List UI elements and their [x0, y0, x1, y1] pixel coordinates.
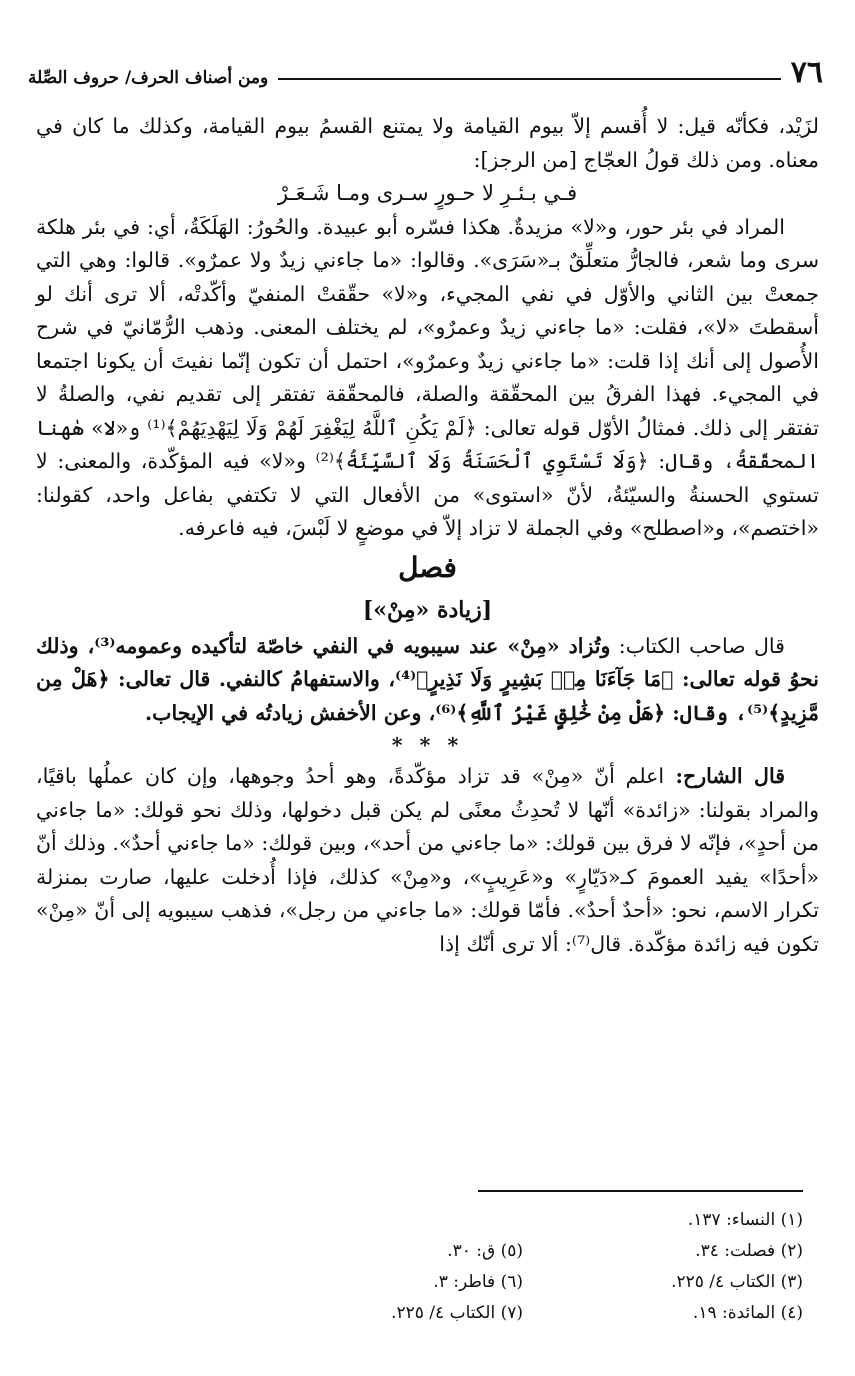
running-title: ومن أصناف الحرف/ حروف الصِّلة: [28, 68, 269, 88]
page-header: [28, 48, 823, 88]
paragraph-1: لزَيْد، فكأنّه قيل: لا أُقسم إلاّ بيوم القيامة ولا يمتنع القسمُ بيوم القيامة، وكذلك ما كان في معناه. ومن ذلك قولُ العجّاج [من الرجز]:: [36, 114, 819, 172]
paragraph-2: المراد في بئر حور، و«لا» مزيدةٌ. هكذا فسّره أبو عبيدة. والحُورُ: الهَلَكَةُ، أي: في بئر هلكة سرى وما شعر، فالجارُّ متعلِّقٌ بـ«سَرَى». وقالوا: «ما جاءني زيدٌ ولا عمرٌو». قالوا: وهي التي جمعتْ بين الثاني والأوّل في نفي المجيء، و«لا» حقّقتْ المنفيّ وأكّدتْه، ألا ترى أنك لو أسقطتَ «لا»، فقلت: «ما جاءني زيدٌ وعمرٌو»، لم يختلف المعنى. وذهب الرُّمّانيّ في شرح الأُصول إلى أنك إذا قلت: «ما جاءني زيدٌ وعمرٌو»، احتمل أن تكون إنّما نفيتَ أن يكونا اجتمعا في المجيء. فهذا الفرقُ بين المحقّقة والصلة، فالمحقّقة تفتقر إلى تقديم نفي، والصلةُ لا تفتقر إلى ذلك. فمثالُ الأوّل قوله تعالى: ﴿لَمْ يَكُنِ ٱللَّهُ لِيَغْفِرَ لَهُمْ وَلَا لِيَهْدِيَهُمْ﴾⁽¹⁾ و«لا» هٰهنا المحقّقةُ، وقال: ﴿وَلَا تَسْتَوِي ٱلْحَسَنَةُ وَلَا ٱلسَّيِّئَةُ﴾⁽²⁾ و«لا» فيه المؤكّدة، والمعنى: لا تستوي الحسنةُ والسيّئةُ، لأنّ «استوى» من الأفعال التي لا تكتفي بفاعل واحد، كقولنا: «اختصم»، و«اصطلح» وفي الجملة لا تزاد إلاّ في موضعٍ لا لَبْسَ، فيه فاعرفه.: [36, 214, 819, 540]
footnotes-column-right: [523, 1205, 803, 1329]
author-text-body: وتُزاد «مِنْ» عند سيبويه في النفي خاصّة لتأكيده وعمومه⁽³⁾، وذلك نحوُ قوله تعالى: ﴿مَا جَآءَنَا مِنۢ بَشِيرٍ وَلَا نَذِيرٍ﴾⁽⁴⁾، والاستفهامُ كالنفي. قال تعالى: ﴿هَلْ مِن مَّزِيدٍ﴾⁽⁵⁾، وقال: ﴿هَلْ مِنْ خَٰلِقٍ غَيْرُ ٱللَّهِ﴾⁽⁶⁾، وعن الأخفش زيادتُه في الإيجاب.: [36, 633, 819, 725]
footnote-rule: [478, 1190, 803, 1192]
footnote-2: (٢) فصلت: ٣٤.: [695, 1241, 803, 1261]
separator-stars: * * *: [391, 733, 464, 757]
section-subheading: [زيادة «مِنْ»]: [362, 596, 493, 623]
footnotes-column-left: [243, 1205, 523, 1329]
footnote-3: (٣) الكتاب ٤/ ٢٢٥.: [671, 1272, 803, 1292]
main-text: [36, 110, 819, 961]
page-number: ٧٦: [790, 55, 823, 90]
commentary-body: اعلم أنّ «مِنْ» قد تزاد مؤكّدةً، وهو أحدُ وجوهها، وإن كان عملُها باقيًا، والمراد بقولنا: «زائدة» أنّها لا تُحدِثُ معنًى لم يكن قبل دخولها، وذلك نحو قولك: «ما جاءني من أحدٍ»، فإنّه لا فرق بين قولك: «ما جاءني من أحد»، وبين قولك: «ما جاءني أحدٌ». وذلك أنّ «أحدًا» يفيد العمومَ كـ«دَيّارٍ» و«عَرِيبٍ»، و«مِنْ» كذلك، فإذا أُدخلت عليها، صارت بمنزلة تكرار الاسم، نحو: «أحدٌ أحدٌ». فأمّا قولك: «ما جاءني من رجل»، فذهب سيبويه إلى أنّ «مِنْ» تكون فيه زائدة مؤكّدة. قال⁽⁷⁾: ألا ترى أنّك إذا: [36, 764, 819, 956]
commentary-lead: قال الشارح:: [664, 764, 785, 788]
footnotes: [243, 1205, 803, 1329]
footnote-5: (٥) ق: ٣٠.: [447, 1241, 523, 1261]
header-rule: [278, 78, 781, 80]
commentary-paragraph: [36, 760, 819, 961]
footnote-6: (٦) فاطر: ٣.: [433, 1272, 523, 1292]
poetry-verse: فـي بـئـرِ لا حـورٍ سـرى ومـا شَـعَـرْ: [277, 181, 578, 205]
footnote-7: (٧) الكتاب ٤/ ٢٢٥.: [391, 1303, 523, 1323]
footnote-1: (١) النساء: ١٣٧.: [687, 1210, 803, 1230]
footnote-4: (٤) المائدة: ١٩.: [692, 1303, 803, 1323]
author-text-lead: قال صاحب الكتاب:: [610, 633, 785, 658]
section-heading: فصل: [398, 550, 457, 584]
author-text-paragraph: [36, 630, 819, 731]
